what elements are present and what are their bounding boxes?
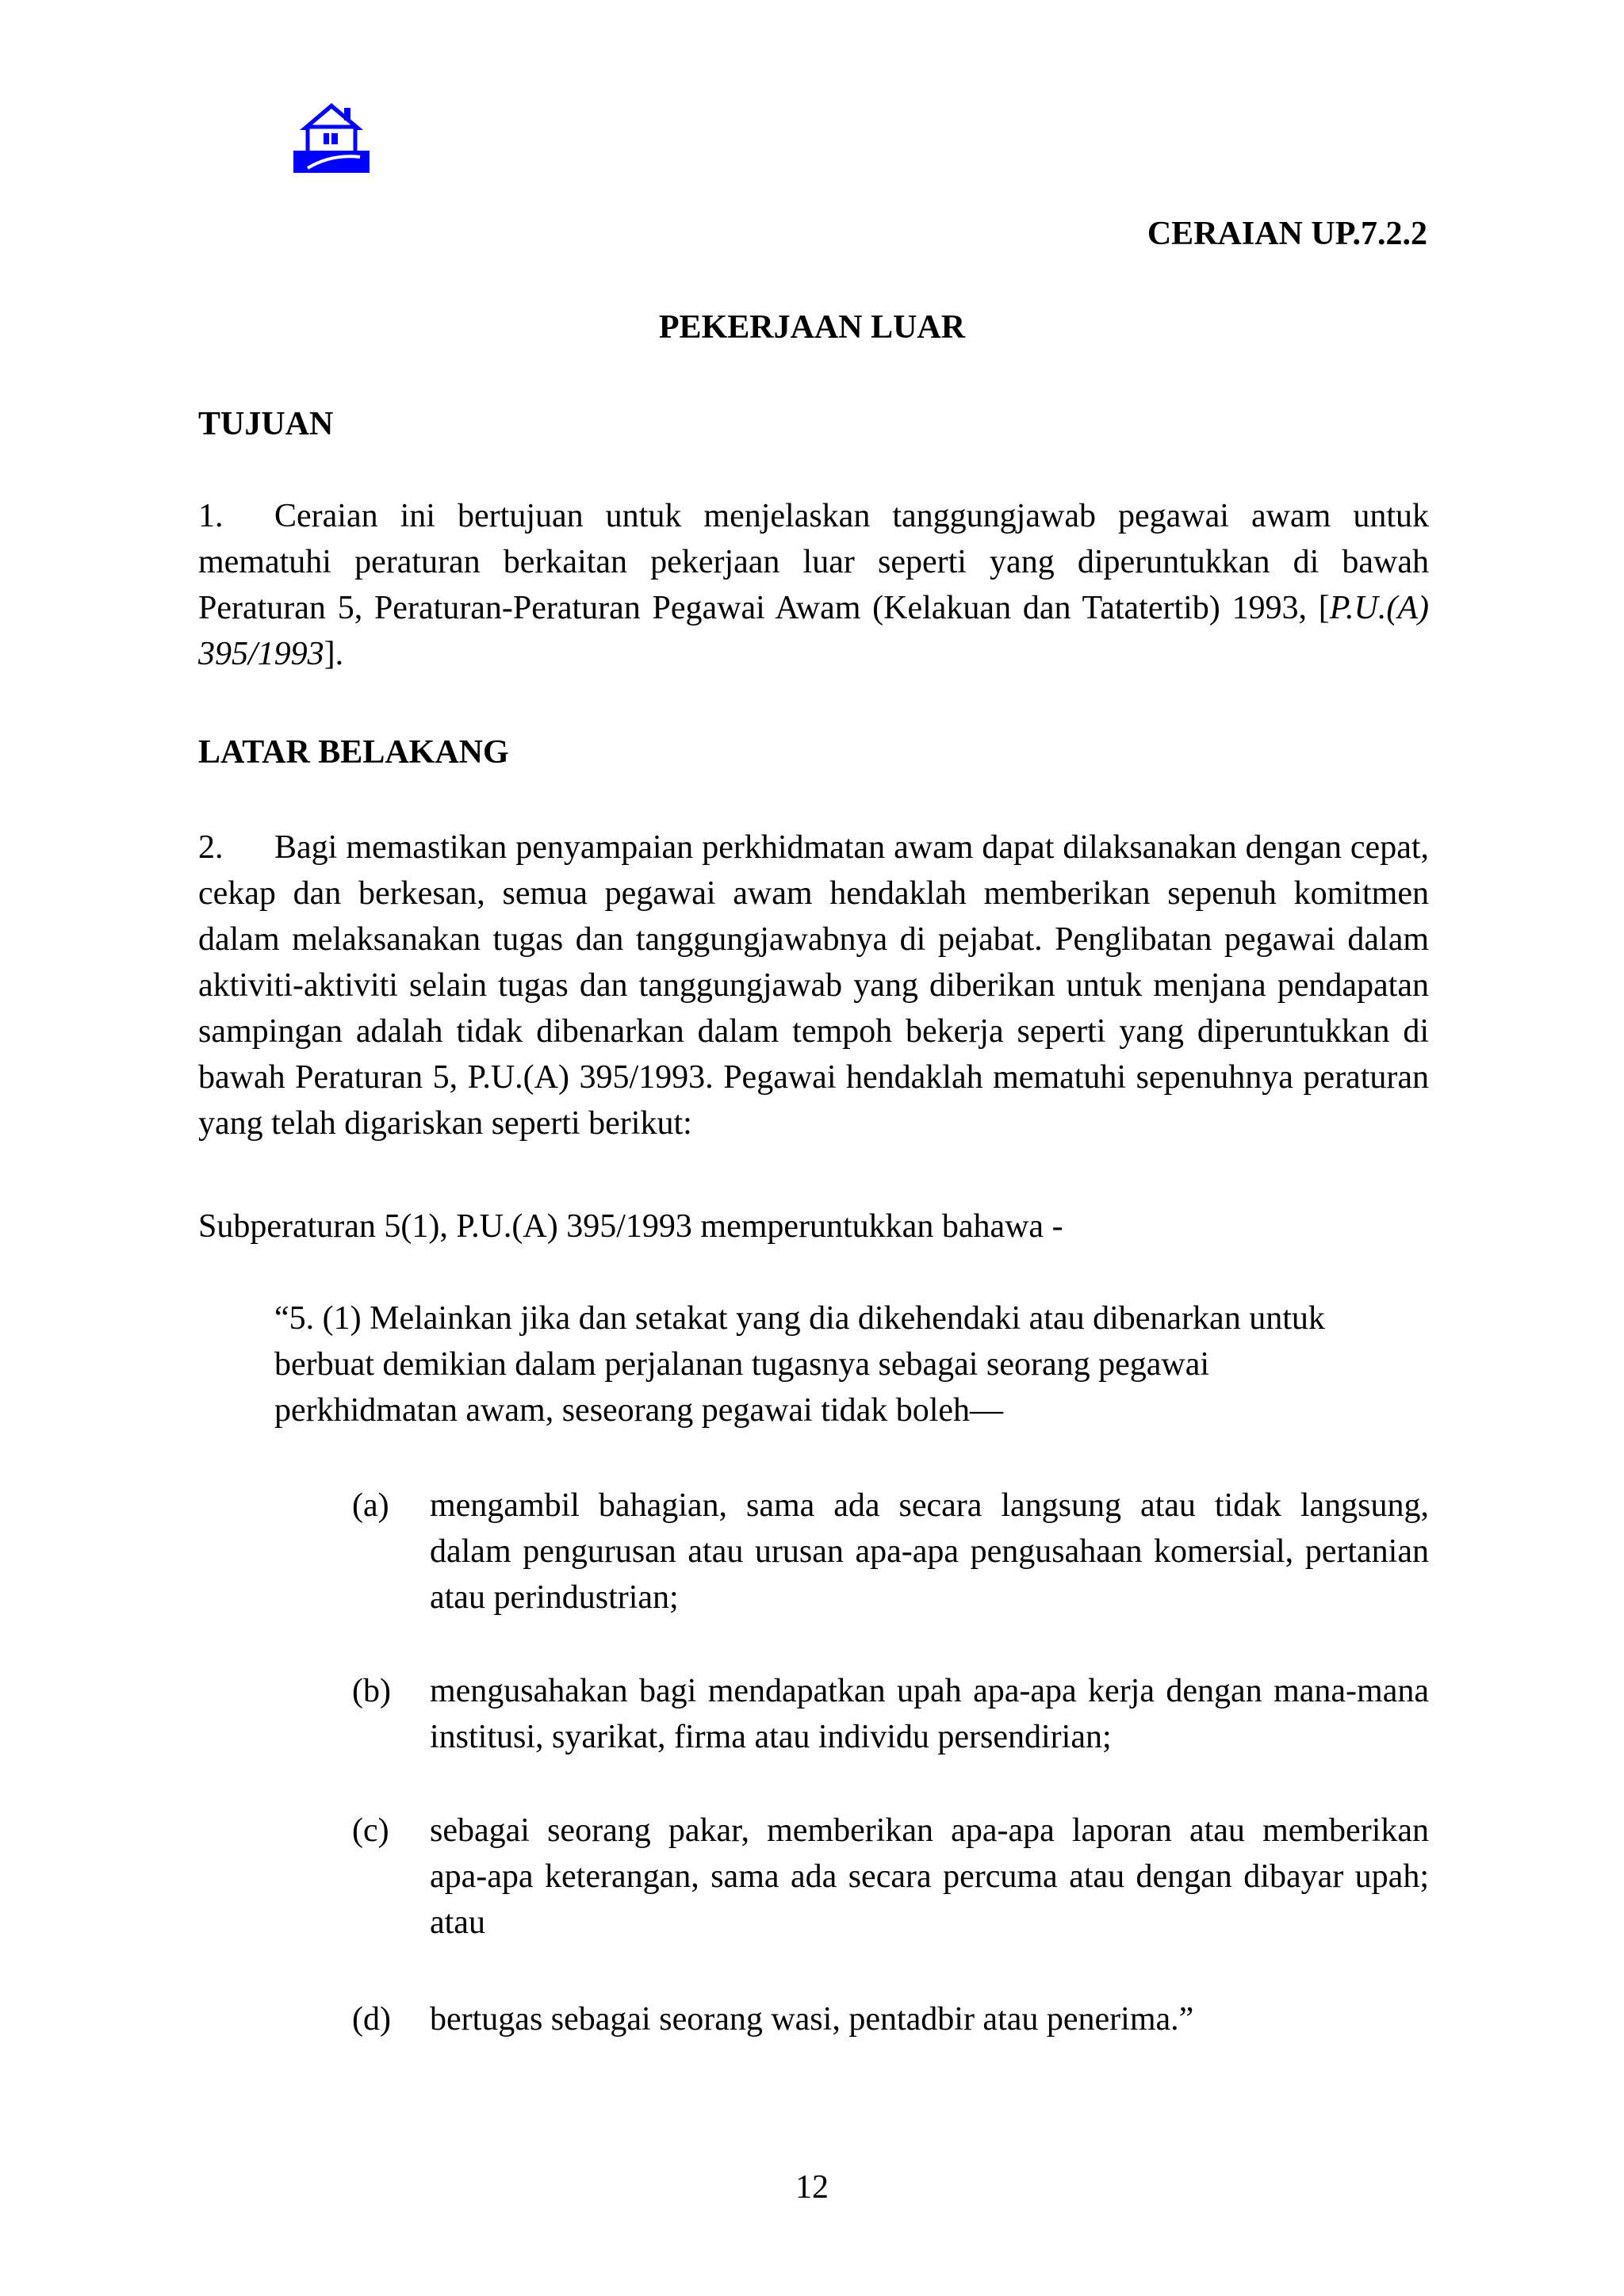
legal-reference: P.U.(A) 395/1993 (198, 590, 1429, 672)
document-title: PEKERJAAN LUAR (658, 309, 966, 346)
clause-label: (c) (352, 1812, 389, 1849)
house-logo-icon (292, 101, 371, 174)
section-heading-latar-belakang: LATAR BELAKANG (198, 734, 509, 771)
clause-text: bertugas sebagai seorang wasi, pentadbir atau penerima.” (430, 2001, 1194, 2038)
subperaturan-intro: Subperaturan 5(1), P.U.(A) 395/1993 memperuntukkan bahawa - (198, 1208, 1063, 1245)
paragraph-text: Ceraian ini bertujuan untuk menjelaskan tanggungjawab pegawai awam untuk mematuhi peraturan berkaitan pekerjaan luar seperti yang diperuntukkan di bawah Peraturan 5, Peraturan-Peraturan Pegawai Awam (Kelakuan dan Tatatertib) 1993, [ (198, 498, 1429, 626)
quote-line: berbuat demikian dalam perjalanan tugasnya sebagai seorang pegawai (274, 1346, 1210, 1383)
paragraph-number: 2. (198, 829, 224, 866)
clause-text: sebagai seorang pakar, memberikan apa-apa laporan atau memberikan apa-apa keterangan, sama ada secara percuma atau dengan dibayar upah; atau (430, 1812, 1429, 1941)
clause-text: mengambil bahagian, sama ada secara langsung atau tidak langsung, dalam pengurusan atau urusan apa-apa pengusahaan komersial, pertanian atau perindustrian; (430, 1487, 1429, 1616)
clause-d (352, 1996, 1429, 2042)
regulation-quote (274, 1295, 1408, 1433)
clause-label: (b) (352, 1673, 391, 1709)
paragraph-end: ]. (324, 636, 344, 672)
clause-label: (d) (352, 2001, 391, 2038)
quote-line: perkhidmatan awam, seseorang pegawai tidak boleh— (274, 1392, 1004, 1429)
section-heading-tujuan: TUJUAN (198, 406, 334, 442)
clause-b (352, 1668, 1429, 1760)
clause-c (352, 1808, 1429, 1946)
paragraph-1 (198, 493, 1429, 677)
paragraph-text: Bagi memastikan penyampaian perkhidmatan awam dapat dilaksanakan dengan cepat, cekap dan berkesan, semua pegawai awam hendaklah memberikan sepenuh komitmen dalam melaksanakan tugas dan tanggungjawabnya di pejabat. Penglibatan pegawai dalam aktiviti-aktiviti selain tugas dan tanggungjawab yang diberikan untuk menjana pendapatan sampingan adalah tidak dibenarkan dalam tempoh bekerja seperti yang diperuntukkan di bawah Peraturan 5, P.U.(A) 395/1993. Pegawai hendaklah mematuhi sepenuhnya peraturan yang telah digariskan seperti berikut: (198, 829, 1429, 1142)
clause-label: (a) (352, 1487, 389, 1524)
quote-line: “5. (1) Melainkan jika dan setakat yang dia dikehendaki atau dibenarkan untuk (274, 1300, 1325, 1337)
document-code: CERAIAN UP.7.2.2 (1147, 216, 1427, 252)
clause-a (352, 1483, 1429, 1621)
clause-text: mengusahakan bagi mendapatkan upah apa-apa kerja dengan mana-mana institusi, syarikat, firma atau individu persendirian; (430, 1673, 1429, 1755)
paragraph-number: 1. (198, 498, 224, 534)
paragraph-2 (198, 825, 1429, 1146)
page-number: 12 (795, 2169, 829, 2206)
